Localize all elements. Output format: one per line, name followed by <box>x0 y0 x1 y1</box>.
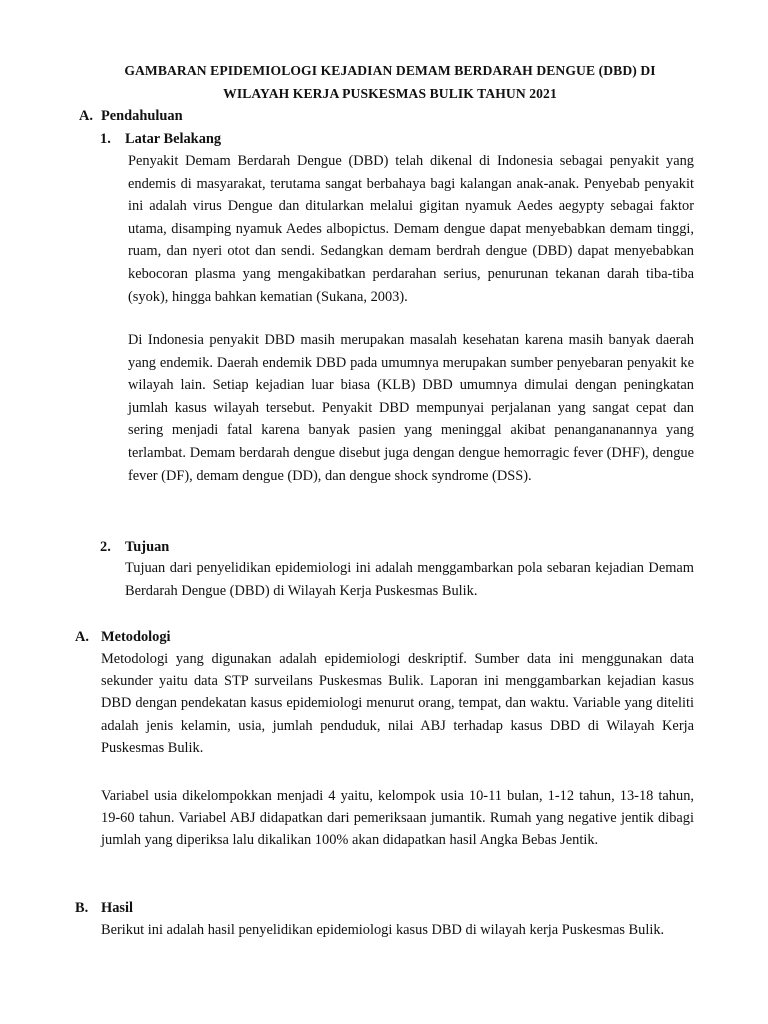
section-marker: A. <box>75 629 89 645</box>
paragraph-metodologi-1: Metodologi yang digunakan adalah epidemiologi deskriptif. Sumber data ini menggunakan data sekunder yaitu data STP surveilans Puskesmas Bulik. Laporan ini menggambarkan kejadian kasus DBD dengan pendekatan kasus epidemiologi menurut orang, tempat, dan waktu. Variable yang diteliti adalah jenis kelamin, usia, jumlah penduduk, nilai ABJ terhadap kasus DBD di Wilayah Kerja Puskesmas Bulik. <box>101 651 694 756</box>
section-title: Metodologi <box>101 629 171 645</box>
title-line-1: GAMBARAN EPIDEMIOLOGI KEJADIAN DEMAM BERDARAH DENGUE (DBD) DI <box>124 63 656 78</box>
paragraph-latar-belakang-1: Penyakit Demam Berdarah Dengue (DBD) telah dikenal di Indonesia sebagai penyakit yang endemis di masyarakat, terutama sangat berbahaya bagi kalangan anak-anak. Penyebab penyakit ini adalah virus Dengue dan ditularkan melalui gigitan nyamuk Aedes aegypty sebagai faktor utama, disamping nyamuk Aedes albopictus. Demam dengue dapat menyebabkan demam tinggi, ruam, dan nyeri otot dan sendi. Sedangkan demam berdrah dengue (DBD) dapat menyebabkan kebocoran plasma yang mengakibatkan perdarahan serius, penurunan tekanan darah tiba-tiba (syok), hingga bahkan kematian (Sukana, 2003). <box>128 153 694 305</box>
section-heading-hasil <box>75 898 133 918</box>
subsection-title: Latar Belakang <box>125 131 222 147</box>
subsection-heading-tujuan <box>100 537 169 557</box>
paragraph-metodologi-2: Variabel usia dikelompokkan menjadi 4 yaitu, kelompok usia 10-11 bulan, 1-12 tahun, 13-18 tahun, 19-60 tahun. Variabel ABJ didapatkan dari pemeriksaan jumantik. Rumah yang negative jentik dibagi jumlah yang diperiksa lalu dikalikan 100% akan didapatkan hasil Angka Bebas Jentik. <box>101 788 694 849</box>
title-line-2: WILAYAH KERJA PUSKESMAS BULIK TAHUN 2021 <box>223 86 557 101</box>
paragraph-tujuan: Tujuan dari penyelidikan epidemiologi ini adalah menggambarkan pola sebaran kejadian Demam Berdarah Dengue (DBD) di Wilayah Kerja Puskesmas Bulik. <box>125 560 694 599</box>
section-heading-metodologi <box>75 627 171 647</box>
section-heading-pendahuluan <box>79 106 183 126</box>
subsection-marker: 2. <box>100 539 111 555</box>
section-title: Hasil <box>101 900 133 916</box>
document-title <box>60 59 720 105</box>
subsection-title: Tujuan <box>125 539 170 555</box>
section-marker: A. <box>79 108 93 124</box>
section-marker: B. <box>75 900 89 916</box>
paragraph-latar-belakang-2: Di Indonesia penyakit DBD masih merupakan masalah kesehatan karena masih banyak daerah yang endemik. Daerah endemik DBD pada umumnya merupakan sumber penyebaran penyakit ke wilayah lain. Setiap kejadian luar biasa (KLB) DBD umumnya dimulai dengan peningkatan jumlah kasus wilayah tersebut. Penyakit DBD mempunyai perjalanan yang sangat cepat dan sering menjadi fatal karena banyak pasien yang meninggal akibat penangananannya yang terlambat. Demam berdarah dengue disebut juga dengan dengue hemorragic fever (DHF), dengue fever (DF), demam dengue (DD), dan dengue shock syndrome (DSS). <box>128 332 694 484</box>
subsection-marker: 1. <box>100 131 111 147</box>
paragraph-hasil: Berikut ini adalah hasil penyelidikan epidemiologi kasus DBD di wilayah kerja Puskesmas Bulik. <box>101 922 665 938</box>
subsection-heading-latar-belakang <box>100 129 221 149</box>
section-title: Pendahuluan <box>101 108 183 124</box>
